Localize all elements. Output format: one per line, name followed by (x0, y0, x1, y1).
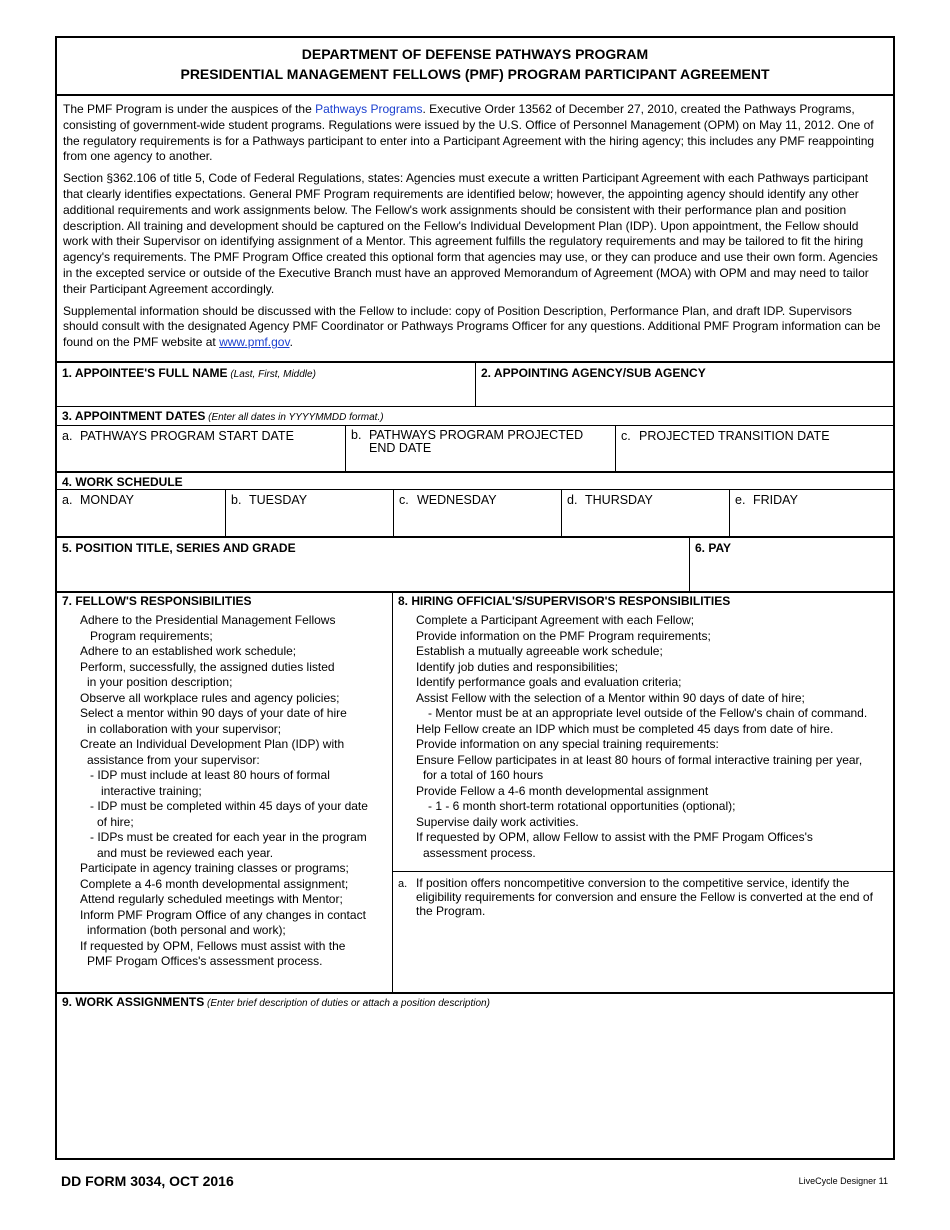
row-responsibilities (57, 591, 893, 992)
intro-paragraph-3: Supplemental information should be discussed with the Fellow to include: copy of Position Description, Performance Plan, and draft IDP. Supervisors should consult with the designated Agency PMF Coordinator or Pathways Programs Officer for any questions. Additional PMF Program information can be found on the PMF website at www.pmf.gov. (63, 303, 881, 350)
friday-field[interactable]: e. FRIDAY (729, 490, 893, 536)
pmf-website-link[interactable]: www.pmf.gov (219, 335, 290, 350)
appointing-agency-field[interactable]: 2. APPOINTING AGENCY/SUB AGENCY (475, 363, 893, 406)
row-work-assignments (57, 992, 893, 1158)
thursday-field[interactable]: d. THURSDAY (561, 490, 729, 536)
program-projected-end-date-field[interactable]: b. PATHWAYS PROGRAM PROJECTED END DATE (345, 426, 615, 471)
form-title (57, 38, 893, 94)
participant-agreement-form (55, 36, 895, 1160)
appointee-name-field[interactable]: 1. APPOINTEE'S FULL NAME (Last, First, Middle) (62, 365, 316, 380)
form-title-line1: DEPARTMENT OF DEFENSE PATHWAYS PROGRAM (301, 46, 649, 62)
intro-paragraph-2: Section §362.106 of title 5, Code of Federal Regulations, states: Agencies must execute a written Participant Agreement with each Pathways participant that clearly identifies expectations. General PMF Program requirements are identified below; however, the appointing agency should identify any other additional requirements and work assignments below. The Fellow's work assignments should be consistent with their performance plan and position description. All training and development should be captured on the Fellow's Individual Development Plan (IDP). Upon appointment, the Fellow should work with their Supervisor on identifying assignment of a Mentor. This agreement fulfills the regulatory requirements and may be tailored to fit the hiring agency's requirements. The PMF Program Office created this optional form that agencies may use, or they can produce and use their own form. Agencies in the excepted service or outside of the Executive Branch must have an approved Memorandum of Agreement (MOA) with OPM and may need to tailor their Participant Agreement accordingly. (63, 171, 878, 296)
pathways-programs-link[interactable]: Pathways Programs (315, 102, 423, 116)
row-name-agency (57, 361, 893, 406)
work-schedule-row (57, 489, 893, 536)
form-title-line2: PRESIDENTIAL MANAGEMENT FELLOWS (PMF) PROGRAM PARTICIPANT AGREEMENT (180, 66, 770, 82)
intro-text (57, 96, 893, 361)
wednesday-field[interactable]: c. WEDNESDAY (393, 490, 561, 536)
appointment-dates-header: 3. APPOINTMENT DATES (Enter all dates in YYYYMMDD format.) (57, 406, 893, 425)
projected-transition-date-field[interactable]: c. PROJECTED TRANSITION DATE (615, 426, 893, 471)
intro-section (57, 94, 893, 361)
generator-label: LiveCycle Designer 11 (798, 1176, 888, 1186)
fellow-responsibilities: 7. FELLOW'S RESPONSIBILITIES Adhere to the Presidential Management Fellows Program requirements; Adhere to an established work schedule; Perform, successfully, the assigned duties listed in your position description; Observe all workplace rules and agency policies; Select a mentor within 90 days of your date of hire in collaboration with your supervisor; Create an Individual Development Plan (IDP) with assistance from your supervisor: - IDP must include at least 80 hours of formal interactive training; - IDP must be completed within 45 days of your date of hire; - IDPs must be created for each year in the program and must be reviewed each year. Participate in agency training classes or programs; Complete a 4-6 month developmental assignment; Attend regularly scheduled meetings with Mentor; Inform PMF Program Office of any changes in contact information (both personal and work); If requested by OPM, Fellows must assist with the PMF Progam Offices's assessment process. (62, 593, 368, 969)
appointment-dates-row (57, 425, 893, 471)
position-title-field[interactable]: 5. POSITION TITLE, SERIES AND GRADE (62, 540, 296, 555)
program-start-date-field[interactable]: a. PATHWAYS PROGRAM START DATE (62, 428, 294, 443)
work-assignments-field[interactable]: 9. WORK ASSIGNMENTS (Enter brief description of duties or attach a position description) (62, 994, 490, 1009)
conversion-requirements-field[interactable]: a. If position offers noncompetitive conversion to the competitive service, identify the eligibility requirements for conversion and ensure the Fellow is converted at the end of the Program. (393, 871, 893, 992)
form-number: DD FORM 3034, OCT 2016 (61, 1173, 234, 1189)
work-schedule-header: 4. WORK SCHEDULE (57, 471, 893, 489)
pay-field[interactable]: 6. PAY (689, 538, 893, 591)
monday-field[interactable]: a. MONDAY (62, 492, 134, 507)
intro-paragraph-1: The PMF Program is under the auspices of the Pathways Programs. Executive Order 13562 of December 27, 2010, created the Pathways Programs, consisting of government-wide student programs. Regulations were issued by the U.S. Office of Personnel Management (OPM) on May 11, 2012. One of the regulatory requirements is for a Pathways participant to enter into a Participant Agreement with the hiring agency; this includes any PMF reappointing from one agency to another. (63, 102, 875, 164)
supervisor-responsibilities: 8. HIRING OFFICIAL'S/SUPERVISOR'S RESPONSIBILITIES Complete a Participant Agreement with each Fellow; Provide information on the PMF Program requirements; Establish a mutually agreeable work schedule; Identify job duties and responsibilities; Identify performance goals and evaluation criteria; Assist Fellow with the selection of a Mentor within 90 days of date of hire; - Mentor must be at an appropriate level outside of the Fellow's chain of command. Help Fellow create an IDP which must be completed 45 days from date of hire. Provide information on any special training requirements: Ensure Fellow participates in at least 80 hours of formal interactive training per year, for a total of 160 hours Provide Fellow a 4-6 month developmental assignment - 1 - 6 month short-term rotational opportunities (optional); Supervise daily work activities. If requested by OPM, allow Fellow to assist with the PMF Progam Offices's assessment process. a. If position offers noncompetitive conversion to the competitive service, identify the eligibility requirements for conversion and ensure the Fellow is converted at the end of the Program. (392, 593, 893, 992)
tuesday-field[interactable]: b. TUESDAY (225, 490, 393, 536)
row-position-pay (57, 536, 893, 591)
